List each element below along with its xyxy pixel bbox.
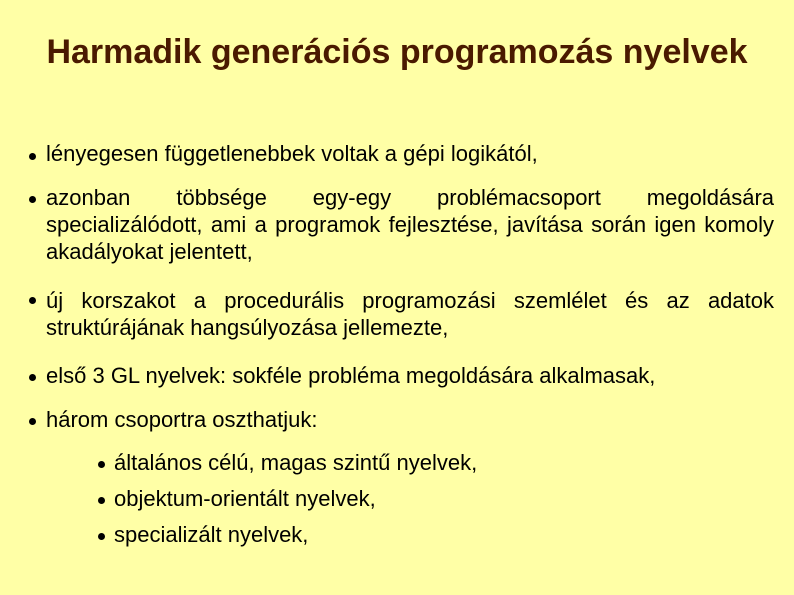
slide-title: Harmadik generációs programozás nyelvek xyxy=(46,33,748,71)
bullet-item: lényegesen függetlenebbek voltak a gépi logikától, xyxy=(46,141,538,166)
bullet-item: első 3 GL nyelvek: sokféle probléma megoldására alkalmasak, xyxy=(46,363,656,388)
sub-bullet-item: specializált nyelvek, xyxy=(114,522,309,547)
bullet-item: három csoportra oszthatjuk: xyxy=(46,407,318,432)
sub-bullet-dot xyxy=(98,497,105,504)
bullet-dot xyxy=(29,418,36,425)
bullet-dot xyxy=(29,153,36,160)
sub-bullet-item: objektum-orientált nyelvek, xyxy=(114,486,376,511)
bullet-item: új korszakot a procedurális programozási szemlélet és az adatok struktúrájának hangsúlyozása jellemezte, xyxy=(46,288,774,340)
bullet-dot xyxy=(29,374,36,381)
bullet-dot xyxy=(29,196,36,203)
sub-bullet-item: általános célú, magas szintű nyelvek, xyxy=(114,450,478,475)
sub-bullet-dot xyxy=(98,533,105,540)
bullet-item: azonban többsége egy-egy problémacsoport megoldására specializálódott, ami a programok fejlesztése, javítása során igen komoly akadályokat jelentett, xyxy=(46,185,774,264)
sub-bullet-dot xyxy=(98,461,105,468)
bullet-dot xyxy=(29,297,36,304)
